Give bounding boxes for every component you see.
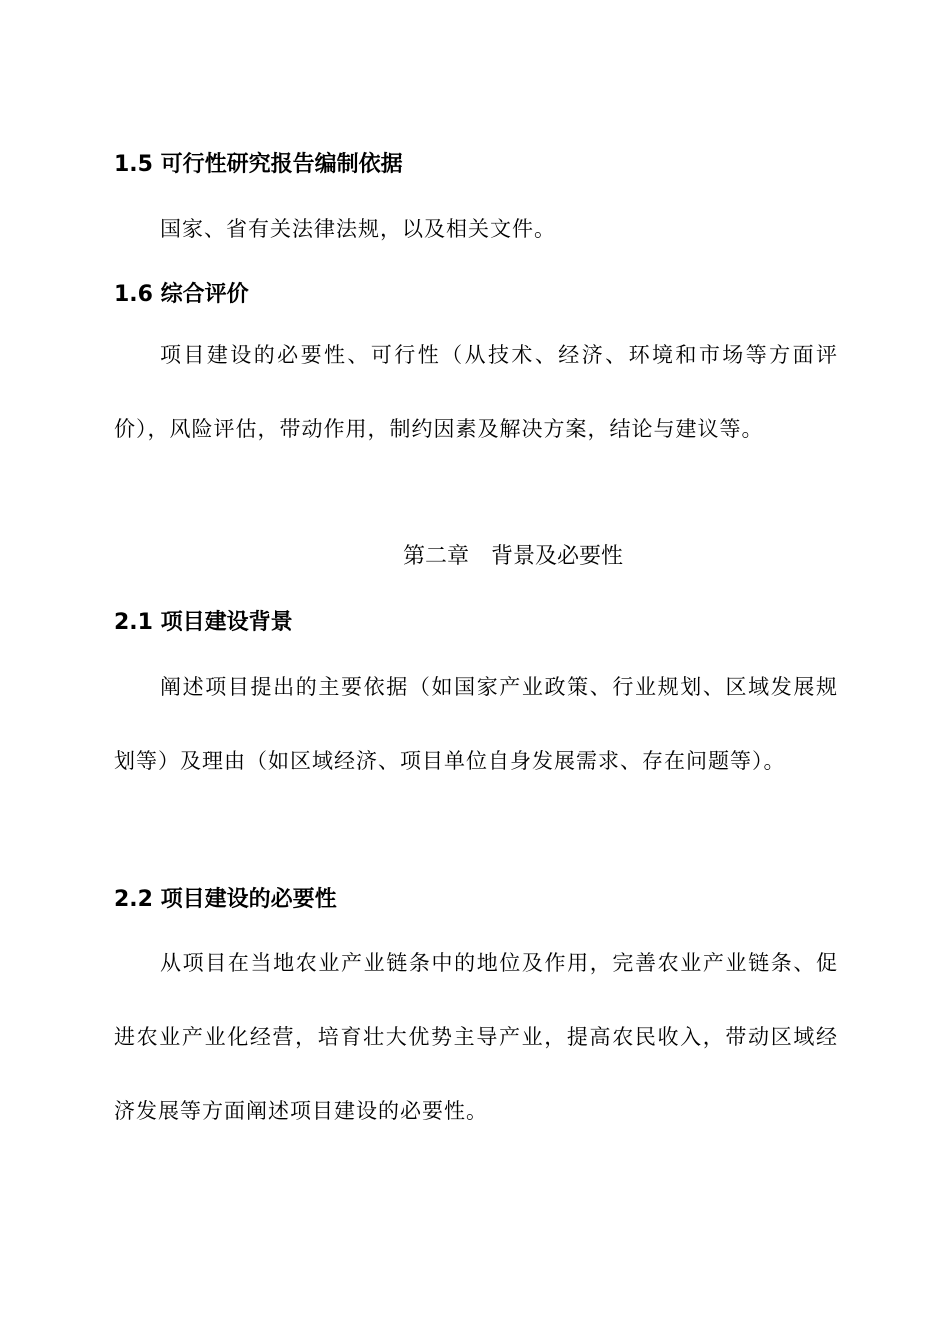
section-heading-2-2: 2.2 项目建设的必要性 [114,887,337,912]
chapter-title: 第二章 背景及必要性 [402,544,623,569]
section-body-1-5: 国家、省有关法律法规，以及相关文件。 [160,217,556,241]
section-heading-1-5: 1.5 可行性研究报告编制依据 [114,152,403,177]
section-heading-1-6: 1.6 综合评价 [114,282,249,307]
section-body-1-6: 项目建设的必要性、可行性（从技术、经济、环境和市场等方面评价），风险评估，带动作用，制约因素及解决方案，结论与建议等。 [114,343,838,441]
section-heading-2-1: 2.1 项目建设背景 [114,610,293,635]
section-body-2-1: 阐述项目提出的主要依据（如国家产业政策、行业规划、区域发展规划等）及理由（如区域经济、项目单位自身发展需求、存在问题等）。 [114,675,838,773]
section-body-2-2: 从项目在当地农业产业链条中的地位及作用，完善农业产业链条、促进农业产业化经营，培育壮大优势主导产业，提高农民收入，带动区域经济发展等方面阐述项目建设的必要性。 [114,951,838,1123]
